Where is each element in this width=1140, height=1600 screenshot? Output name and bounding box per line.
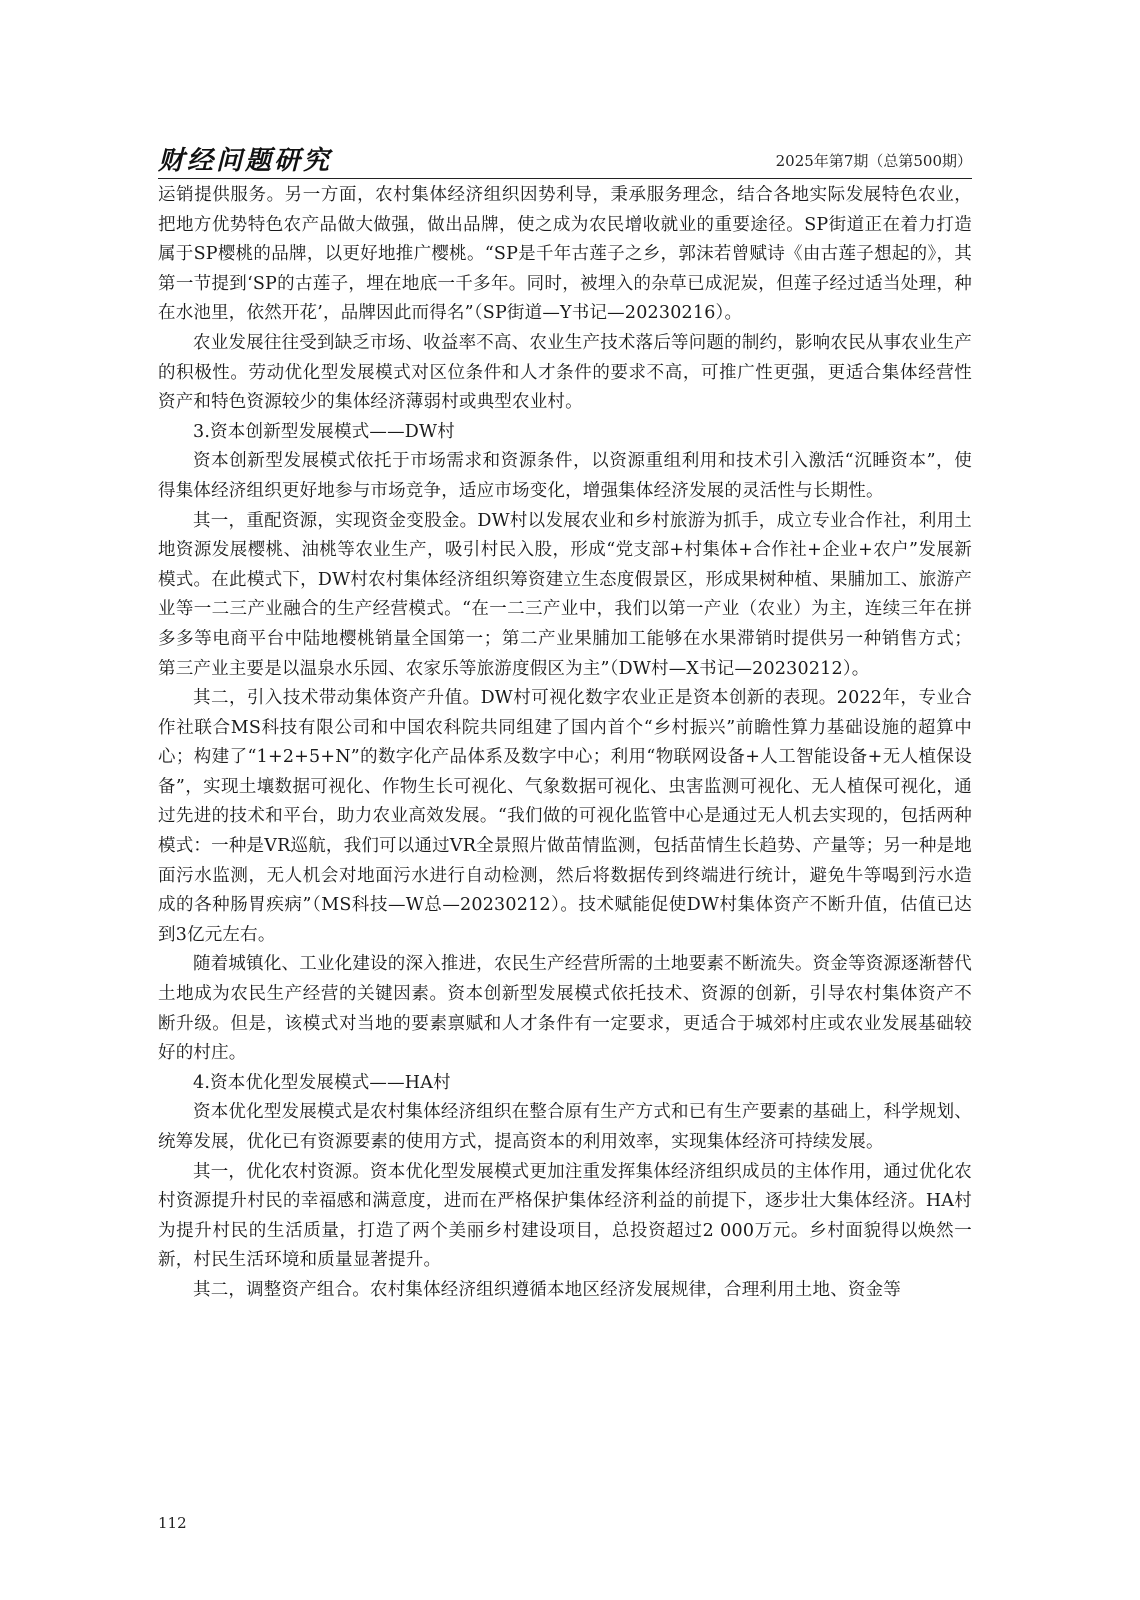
paragraph: 其一，重配资源，实现资金变股金。DW村以发展农业和乡村旅游为抓手，成立专业合作社，利用土地资源发展樱桃、油桃等农业生产，吸引村民入股，形成“党支部+村集体+合作社+企业+农户”发展新模式。在此模式下，DW村农村集体经济组织筹资建立生态度假景区，形成果树种植、果脯加工、旅游产业等一二三产业融合的生产经营模式。“在一二三产业中，我们以第一产业（农业）为主，连续三年在拼多多等电商平台中陆地樱桃销量全国第一；第二产业果脯加工能够在水果滞销时提供另一种销售方式；第三产业主要是以温泉水乐园、农家乐等旅游度假区为主”（DW村—X书记—20230212）。: [158, 510, 972, 679]
article-body: [158, 181, 972, 1306]
section-heading: 4.资本优化型发展模式——HA村: [193, 1072, 451, 1093]
paragraph: 随着城镇化、工业化建设的深入推进，农民生产经营所需的土地要素不断流失。资金等资源逐渐替代土地成为农民生产经营的关键因素。资本创新型发展模式依托技术、资源的创新，引导农村集体资产不断升级。但是，该模式对当地的要素禀赋和人才条件有一定要求，更适合于城郊村庄或农业发展基础较好的村庄。: [158, 954, 972, 1064]
issue-info: 2025年第7期（总第500期）: [775, 152, 972, 170]
paragraph: 其二，调整资产组合。农村集体经济组织遵循本地区经济发展规律，合理利用土地、资金等: [193, 1279, 901, 1300]
paragraph: 运销提供服务。另一方面，农村集体经济组织因势利导，秉承服务理念，结合各地实际发展特色农业，把地方优势特色农产品做大做强，做出品牌，使之成为农民增收就业的重要途径。SP街道正在着力打造属于SP樱桃的品牌，以更好地推广樱桃。“SP是千年古莲子之乡，郭沫若曾赋诗《由古莲子想起的》，其第一节提到‘SP的古莲子，埋在地底一千多年。同时，被埋入的杂草已成泥炭，但莲子经过适当处理，种在水池里，依然开花’，品牌因此而得名”（SP街道—Y书记—20230216）。: [158, 185, 972, 324]
journal-logo: 财经问题研究: [158, 146, 333, 176]
page-header: [158, 126, 972, 179]
paragraph: 资本优化型发展模式是农村集体经济组织在整合原有生产方式和已有生产要素的基础上，科学规划、统筹发展，优化已有资源要素的使用方式，提高资本的利用效率，实现集体经济可持续发展。: [158, 1102, 972, 1152]
paragraph: 资本创新型发展模式依托于市场需求和资源条件，以资源重组利用和技术引入激活“沉睡资本”，使得集体经济组织更好地参与市场竞争，适应市场变化，增强集体经济发展的灵活性与长期性。: [158, 451, 972, 501]
section-heading: 3.资本创新型发展模式——DW村: [193, 421, 455, 442]
page-number: 112: [158, 1514, 187, 1532]
paragraph: 其二，引入技术带动集体资产升值。DW村可视化数字农业正是资本创新的表现。2022年，专业合作社联合MS科技有限公司和中国农科院共同组建了国内首个“乡村振兴”前瞻性算力基础设施的超算中心；构建了“1+2+5+N”的数字化产品体系及数字中心；利用“物联网设备+人工智能设备+无人植保设备”，实现土壤数据可视化、作物生长可视化、气象数据可视化、虫害监测可视化、无人植保可视化，通过先进的技术和平台，助力农业高效发展。“我们做的可视化监管中心是通过无人机去实现的，包括两种模式：一种是VR巡航，我们可以通过VR全景照片做苗情监测，包括苗情生长趋势、产量等；另一种是地面污水监测，无人机会对地面污水进行自动检测，然后将数据传到终端进行统计，避免牛等喝到污水造成的各种肠胃疾病”（MS科技—W总—20230212）。技术赋能促使DW村集体资产不断升值，估值已达到3亿元左右。: [158, 688, 972, 945]
paragraph: 农业发展往往受到缺乏市场、收益率不高、农业生产技术落后等问题的制约，影响农民从事农业生产的积极性。劳动优化型发展模式对区位条件和人才条件的要求不高，可推广性更强，更适合集体经营性资产和特色资源较少的集体经济薄弱村或典型农业村。: [158, 332, 972, 413]
paragraph: 其一，优化农村资源。资本优化型发展模式更加注重发挥集体经济组织成员的主体作用，通过优化农村资源提升村民的幸福感和满意度，进而在严格保护集体经济利益的前提下，逐步壮大集体经济。HA村为提升村民的生活质量，打造了两个美丽乡村建设项目，总投资超过2 000万元。乡村面貌得以焕然一新，村民生活环境和质量显著提升。: [158, 1161, 972, 1271]
